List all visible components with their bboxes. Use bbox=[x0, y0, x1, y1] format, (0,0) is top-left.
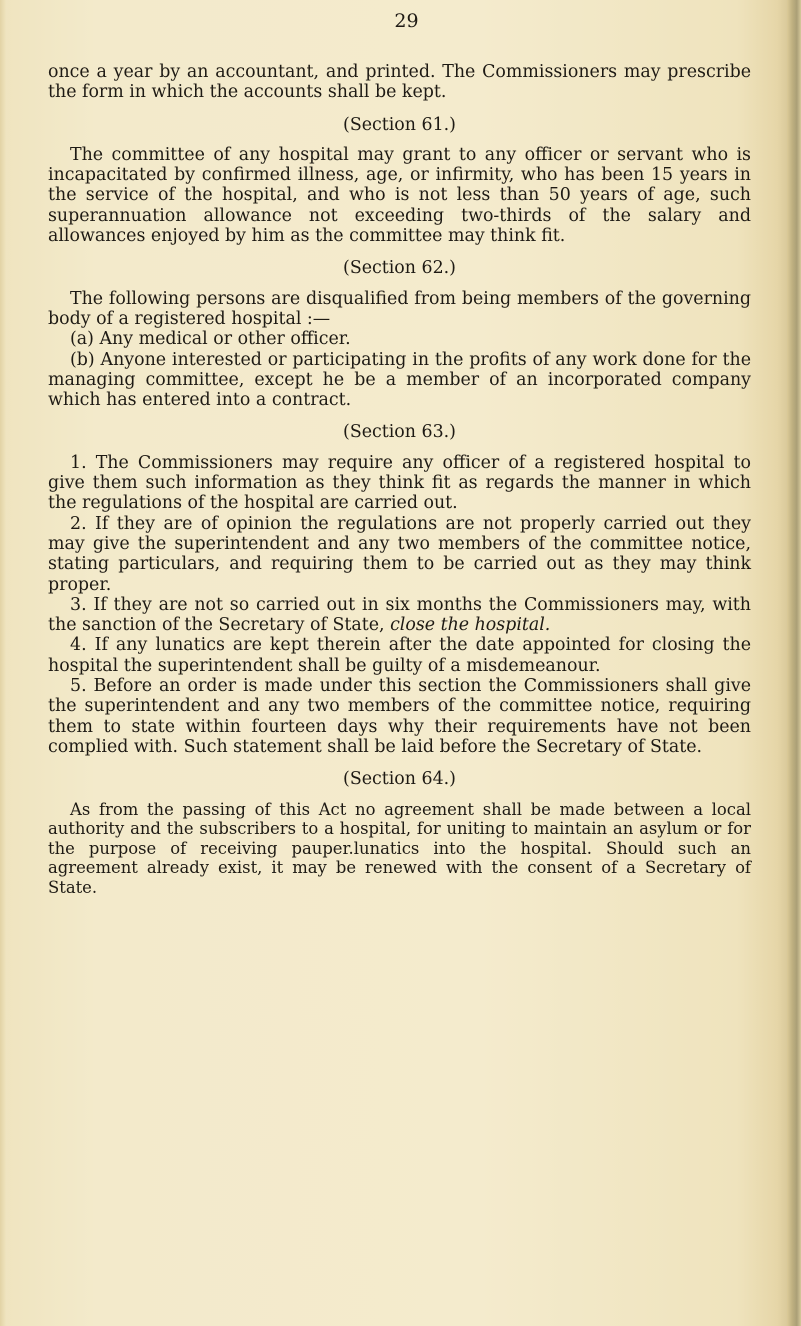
page-number-text: 29 bbox=[394, 10, 419, 32]
section-63-item-2: 2. If they are of opinion the regulations are not properly carried out they may give the superintendent and any two members of the committee notice, stating particulars, and requiring them to be carried out as they may think proper. bbox=[48, 513, 751, 595]
section-64-heading: (Section 64.) bbox=[343, 769, 456, 790]
section-63-item-4: 4. If any lunatics are kept therein after the date appointed for closing the hospital the superintendent shall be guilty of a misdemeanour. bbox=[48, 635, 751, 676]
section-62-item-a: (a) Any medical or other officer. bbox=[70, 329, 351, 350]
section-64-paragraph: As from the passing of this Act no agreement shall be made between a local authority and the subscribers to a hospital, for uniting to maintain an asylum or for the purpose of receiving pauper.lunatics into the hospital. Should such an agreement already exist, it may be renewed with the consent of a Secretary of State. bbox=[48, 799, 751, 897]
section-63-item-1: 1. The Commissioners may require any officer of a registered hospital to give them such information as they think fit as regards the manner in which the regulations of the hospital are carried out. bbox=[48, 452, 751, 514]
section-62-item-b: (b) Anyone interested or participating in the profits of any work done for the managing committee, except he be a member of an incorporated company which has entered into a contract. bbox=[48, 349, 751, 411]
body-text bbox=[48, 62, 751, 897]
section-62-intro: The following persons are disqualified from being members of the governing body of a registered hospital :— bbox=[48, 288, 751, 329]
section-61-heading: (Section 61.) bbox=[343, 114, 456, 135]
section-62-heading: (Section 62.) bbox=[343, 258, 456, 279]
page-number bbox=[0, 10, 801, 32]
section-61-paragraph: The committee of any hospital may grant to any officer or servant who is incapacitated by confirmed illness, age, or infirmity, who has been 15 years in the service of the hospital, and who is not less than 50 years of age, such superannuation allowance not exceeding two-thirds of the salary and allowances enjoyed by him as the committee may think fit. bbox=[48, 144, 751, 247]
section-63-item-5: 5. Before an order is made under this section the Commissioners shall give the superintendent and any two members of the committee notice, requiring them to state within fourteen days why their requirements have not been complied with. Such statement shall be laid before the Secretary of State. bbox=[48, 676, 751, 757]
intro-paragraph: once a year by an accountant, and printed. The Commissioners may prescribe the form in which the accounts shall be kept. bbox=[48, 62, 751, 103]
page-left-edge bbox=[0, 0, 6, 1326]
section-63-item-3-italic: close the hospital. bbox=[390, 615, 551, 636]
section-63-item-3 bbox=[48, 595, 751, 636]
section-63-item-3-text: 3. If they are not so carried out in six months the Commissioners may, with the sanction of the Secretary of State, bbox=[48, 594, 751, 636]
section-63-heading: (Section 63.) bbox=[343, 422, 456, 443]
page-binding-edge bbox=[787, 0, 801, 1326]
